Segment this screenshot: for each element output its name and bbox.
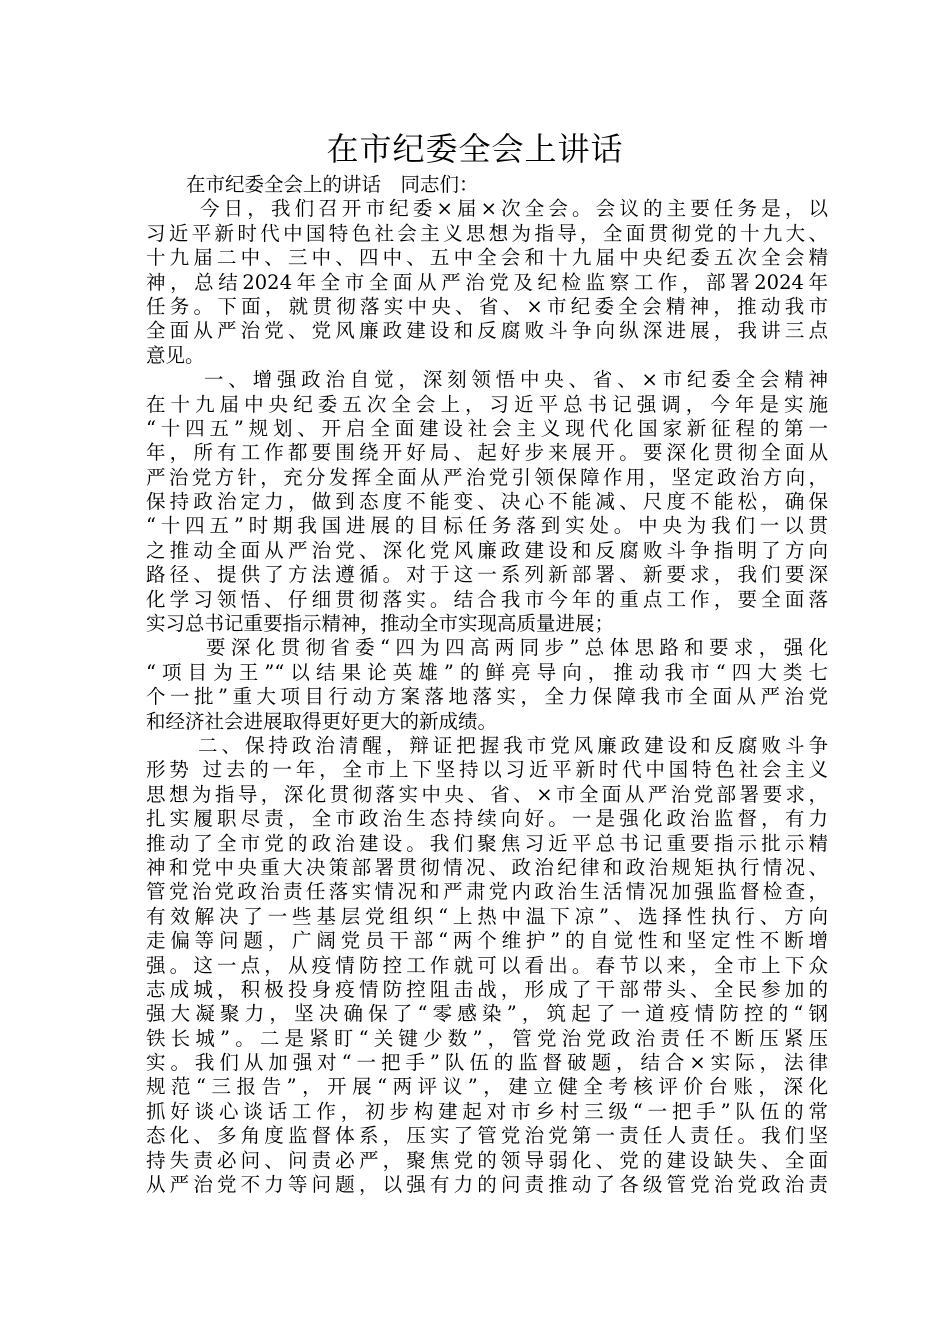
text-line: 推动了全市党的政治建设。我们聚焦习近平总书记重要指示批示精: [146, 831, 828, 855]
text-line: 实习总书记重要指示精神，推动全市实现高质量进展；: [146, 612, 615, 636]
text-line: 个一批”重大项目行动方案落地落实，全力保障我市全面从严治党: [146, 685, 828, 709]
text-line: 扎实履职尽责，全市政治生态持续向好。一是强化政治监督，有力: [146, 807, 828, 831]
text-line: 严治党方针，充分发挥全面从严治党引领保障作用，坚定政治方向，: [146, 465, 828, 489]
text-line: 之推动全面从严治党、深化党风廉政建设和反腐败斗争指明了方向: [146, 538, 828, 562]
text-line: 要深化贯彻省委“四为四高两同步”总体思路和要求，强化: [206, 636, 828, 660]
text-line: 今日，我们召开市纪委×届×次全会。会议的主要任务是，以: [200, 197, 828, 221]
text-line: 在市纪委全会上的讲话 同志们：: [186, 173, 479, 196]
text-line: 持失责必问、问责必严，聚焦党的领导弱化、党的建设缺失、全面: [146, 1148, 828, 1172]
text-line: 十九届二中、三中、四中、五中全会和十九届中央纪委五次全会精: [146, 246, 828, 270]
text-line: 实。我们从加强对“一把手”队伍的监督破题，结合×实际，法律: [146, 1051, 828, 1075]
text-line: 路径、提供了方法遵循。对于这一系列新部署、新要求，我们要深: [146, 563, 828, 587]
text-line: “十四五”规划、开启全面建设社会主义现代化国家新征程的第一: [146, 416, 828, 440]
text-line: 意见。: [146, 343, 205, 367]
text-line: 强大凝聚力，坚决确保了“零感染”，筑起了一道疫情防控的“钢: [146, 1002, 828, 1026]
text-line: 铁长城”。二是紧盯“关键少数”，管党治党政治责任不断压紧压: [146, 1026, 828, 1050]
text-line: 化学习领悟、仔细贯彻落实。结合我市今年的重点工作，要全面落: [146, 587, 828, 611]
text-line: 二、保持政治清醒，辩证把握我市党风廉政建设和反腐败斗争: [198, 733, 828, 757]
text-line: 全面从严治党、党风廉政建设和反腐败斗争向纵深进展，我讲三点: [146, 319, 828, 343]
document-title: 在市纪委全会上讲话: [326, 130, 624, 168]
text-line: “项目为王”“以结果论英雄”的鲜亮导向，推动我市“四大类七: [146, 660, 828, 684]
text-line: 思想为指导，深化贯彻落实中央、省、×市全面从严治党部署要求，: [146, 782, 828, 806]
text-line: 任务。下面，就贯彻落实中央、省、×市纪委全会精神，推动我市: [146, 294, 828, 318]
text-line: 形势 过去的一年，全市上下坚持以习近平新时代中国特色社会主义: [146, 758, 828, 782]
text-line: 神和党中央重大决策部署贯彻情况、政治纪律和政治规矩执行情况、: [146, 855, 828, 879]
text-line: 神，总结2024年全市全面从严治党及纪检监察工作，部署2024年: [146, 270, 828, 294]
text-line: 抓好谈心谈话工作，初步构建起对市乡村三级“一把手”队伍的常: [146, 1099, 828, 1123]
text-line: “十四五”时期我国进展的目标任务落到实处。中央为我们一以贯: [146, 514, 828, 538]
text-line: 一、增强政治自觉，深刻领悟中央、省、×市纪委全会精神: [204, 368, 828, 392]
text-line: 有效解决了一些基层党组织“上热中温下凉”、选择性执行、方向: [146, 904, 828, 928]
text-line: 年，所有工作都要围绕开好局、起好步来展开。要深化贯彻全面从: [146, 441, 828, 465]
text-line: 规范“三报告”，开展“两评议”，建立健全考核评价台账，深化: [146, 1075, 828, 1099]
text-line: 从严治党不力等问题，以强有力的问责推动了各级管党治党政治责: [146, 1173, 828, 1197]
text-line: 走偏等问题，广阔党员干部“两个维护”的自觉性和坚定性不断增: [146, 929, 828, 953]
text-line: 习近平新时代中国特色社会主义思想为指导，全面贯彻党的十九大、: [146, 221, 828, 245]
text-line: 强。这一点，从疫情防控工作就可以看出。春节以来，全市上下众: [146, 953, 828, 977]
document-body: [146, 173, 828, 1197]
text-line: 态化、多角度监督体系，压实了管党治党第一责任人责任。我们坚: [146, 1124, 828, 1148]
text-line: 管党治党政治责任落实情况和严肃党内政治生活情况加强监督检查，: [146, 880, 828, 904]
text-line: 志成城，积极投身疫情防控阻击战，形成了干部带头、全民参加的: [146, 977, 828, 1001]
text-line: 在十九届中央纪委五次全会上，习近平总书记强调，今年是实施: [146, 392, 828, 416]
text-line: 和经济社会进展取得更好更大的新成绩。: [146, 709, 498, 733]
text-line: 保持政治定力，做到态度不能变、决心不能减、尺度不能松，确保: [146, 490, 828, 514]
